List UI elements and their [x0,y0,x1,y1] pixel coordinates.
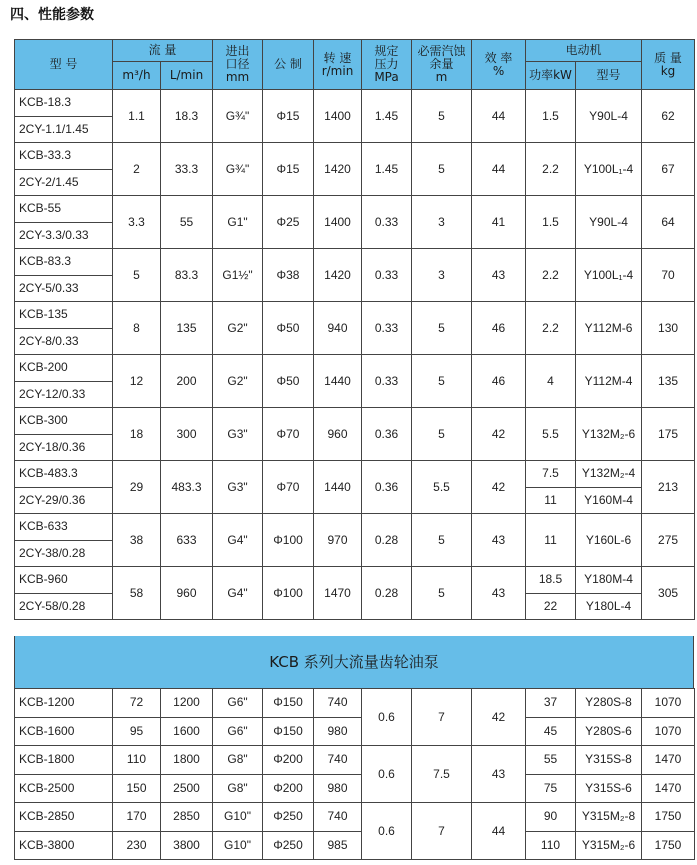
cell-n: 5.5 [412,461,472,514]
cell-q: 1.1 [113,90,161,143]
cell-motor-model: Y180M-4 [576,567,642,594]
cell-rpm: 1420 [314,249,362,302]
cell-dn: Φ150 [263,717,314,746]
large-pump-table [14,688,695,860]
cell-mass: 1070 [642,689,695,718]
header-nominal: 公 制 [263,40,314,90]
model-2cy: 2CY-8/0.33 [15,328,113,355]
cell-q: 5 [113,249,161,302]
cell-e: 41 [472,196,526,249]
cell-dn: Φ70 [263,461,314,514]
header-efficiency [472,40,526,90]
cell-dn: Φ25 [263,196,314,249]
cell-mass: 62 [642,90,695,143]
header-mass [642,40,695,90]
cell-rpm: 985 [314,831,362,860]
cell-n: 5 [412,514,472,567]
cell-e: 46 [472,302,526,355]
cell-p: 1.45 [362,90,412,143]
model-kcb: KCB-633 [15,514,113,541]
cell-q: 3.3 [113,196,161,249]
cell-q: 8 [113,302,161,355]
cell-port: G4" [213,567,263,620]
cell-port: G10" [213,803,263,832]
header-eff-label: 效 率 [484,50,513,65]
cell-q: 58 [113,567,161,620]
cell-rpm: 1440 [314,461,362,514]
header-port-label: 进出口径 [225,44,250,71]
cell-n: 5 [412,302,472,355]
cell-port: G8" [213,746,263,775]
cell-mass: 130 [642,302,695,355]
table-row [15,90,695,117]
table-row [15,143,695,170]
table-row [15,196,695,223]
cell-dn: Φ50 [263,302,314,355]
cell-mass: 1470 [642,746,695,775]
table-row [15,689,695,718]
cell-e: 43 [472,514,526,567]
header-mass-label: 质 量 [654,50,682,65]
model-kcb: KCB-300 [15,408,113,435]
table-row [15,717,695,746]
cell-mass: 1750 [642,831,695,860]
cell-e: 42 [472,408,526,461]
cell-dn: Φ70 [263,408,314,461]
header-flow: 流 量 [113,40,213,62]
cell-e: 42 [472,689,526,746]
cell-n: 3 [412,249,472,302]
cell-mass: 213 [642,461,695,514]
cell-motor-model: Y100L₁-4 [576,143,642,196]
cell-mass: 1750 [642,803,695,832]
cell-e: 44 [472,143,526,196]
header-pressure [362,40,412,90]
cell-q: 230 [113,831,161,860]
cell-mass: 67 [642,143,695,196]
cell-l: 633 [161,514,213,567]
header-speed-unit: r/min [321,63,354,78]
cell-q: 18 [113,408,161,461]
table-row [15,803,695,832]
cell-e: 46 [472,355,526,408]
cell-l: 1600 [161,717,213,746]
cell-n: 5 [412,143,472,196]
cell-l: 135 [161,302,213,355]
header-npsh [412,40,472,90]
cell-port: G2" [213,302,263,355]
cell-l: 1800 [161,746,213,775]
header-npsh-label: 必需汽蚀余量 [417,44,466,71]
cell-dn: Φ15 [263,90,314,143]
cell-motor-model: Y112M-6 [576,302,642,355]
cell-port: G¾" [213,90,263,143]
cell-power: 1.5 [526,90,576,143]
model-2cy: 2CY-29/0.36 [15,487,113,514]
cell-n: 5 [412,90,472,143]
table-row [15,567,695,594]
header-pressure-label: 规定压力 [374,44,399,71]
cell-q: 110 [113,746,161,775]
cell-mass: 175 [642,408,695,461]
cell-p: 0.6 [362,689,412,746]
cell-mass: 64 [642,196,695,249]
header-pressure-unit: MPa [374,70,399,84]
cell-mass: 305 [642,567,695,620]
model-kcb: KCB-33.3 [15,143,113,170]
cell-p: 1.45 [362,143,412,196]
table-row [15,774,695,803]
cell-q: 2 [113,143,161,196]
header-speed-label: 转 速 [323,50,352,65]
cell-motor-model: Y315S-8 [576,746,642,775]
cell-dn: Φ200 [263,746,314,775]
header-mass-unit: kg [660,63,676,78]
cell-mass: 135 [642,355,695,408]
cell-l: 483.3 [161,461,213,514]
cell-mass: 1470 [642,774,695,803]
cell-dn: Φ250 [263,831,314,860]
series-banner: KCB 系列大流量齿轮油泵 [14,636,694,688]
cell-power: 5.5 [526,408,576,461]
header-port-unit: mm [225,70,250,84]
table-row [15,302,695,329]
cell-p: 0.28 [362,567,412,620]
model-2cy: 2CY-1.1/1.45 [15,116,113,143]
model-2cy: 2CY-58/0.28 [15,593,113,620]
cell-dn: Φ15 [263,143,314,196]
cell-n: 5 [412,567,472,620]
cell-p: 0.6 [362,746,412,803]
cell-power: 18.5 [526,567,576,594]
cell-n: 3 [412,196,472,249]
cell-e: 43 [472,746,526,803]
header-npsh-unit: m [435,70,448,84]
cell-p: 0.36 [362,461,412,514]
cell-motor-model: Y315S-6 [576,774,642,803]
table-row [15,408,695,435]
header-motor-model: 型号 [576,62,642,90]
cell-rpm: 980 [314,774,362,803]
cell-dn: Φ50 [263,355,314,408]
cell-e: 43 [472,567,526,620]
header-power: 功率kW [526,62,576,90]
cell-mass: 1070 [642,717,695,746]
cell-port: G8" [213,774,263,803]
cell-p: 0.6 [362,803,412,860]
cell-n: 5 [412,408,472,461]
table-row [15,461,695,488]
cell-power: 2.2 [526,143,576,196]
cell-port: G6" [213,717,263,746]
cell-e: 44 [472,90,526,143]
header-motor: 电动机 [526,40,642,62]
cell-e: 44 [472,803,526,860]
cell-port: G1" [213,196,263,249]
cell-power: 11 [526,487,576,514]
cell-n: 7 [412,803,472,860]
table-row [15,514,695,541]
cell-motor-model: Y90L-4 [576,90,642,143]
cell-motor-model: Y315M₂-8 [576,803,642,832]
header-speed [314,40,362,90]
cell-power: 1.5 [526,196,576,249]
header-flow-lmin: L/min [161,62,213,90]
cell-port: G3" [213,408,263,461]
cell-dn: Φ200 [263,774,314,803]
cell-motor-model: Y132M₂-6 [576,408,642,461]
cell-port: G4" [213,514,263,567]
model-2cy: 2CY-3.3/0.33 [15,222,113,249]
model-kcb: KCB-3800 [15,831,113,860]
cell-q: 12 [113,355,161,408]
cell-rpm: 970 [314,514,362,567]
cell-motor-model: Y280S-8 [576,689,642,718]
cell-motor-model: Y315M₂-6 [576,831,642,860]
cell-dn: Φ250 [263,803,314,832]
cell-rpm: 1400 [314,90,362,143]
cell-l: 83.3 [161,249,213,302]
cell-q: 38 [113,514,161,567]
header-flow-m3h: m³/h [113,62,161,90]
model-kcb: KCB-83.3 [15,249,113,276]
header-model: 型 号 [15,40,113,90]
cell-power: 45 [526,717,576,746]
cell-port: G2" [213,355,263,408]
model-kcb: KCB-2850 [15,803,113,832]
cell-power: 37 [526,689,576,718]
model-kcb: KCB-960 [15,567,113,594]
model-kcb: KCB-135 [15,302,113,329]
cell-q: 95 [113,717,161,746]
table-row [15,746,695,775]
cell-motor-model: Y180L-4 [576,593,642,620]
cell-motor-model: Y100L₁-4 [576,249,642,302]
cell-l: 1200 [161,689,213,718]
model-kcb: KCB-1600 [15,717,113,746]
table-row [15,249,695,276]
cell-e: 43 [472,249,526,302]
cell-q: 72 [113,689,161,718]
cell-l: 2850 [161,803,213,832]
cell-mass: 70 [642,249,695,302]
cell-motor-model: Y280S-6 [576,717,642,746]
cell-p: 0.33 [362,196,412,249]
cell-rpm: 960 [314,408,362,461]
model-2cy: 2CY-12/0.33 [15,381,113,408]
cell-rpm: 1420 [314,143,362,196]
cell-power: 2.2 [526,302,576,355]
cell-power: 7.5 [526,461,576,488]
cell-n: 5 [412,355,472,408]
performance-table [14,39,695,620]
cell-motor-model: Y112M-4 [576,355,642,408]
cell-n: 7 [412,689,472,746]
model-2cy: 2CY-38/0.28 [15,540,113,567]
cell-motor-model: Y132M₂-4 [576,461,642,488]
cell-rpm: 740 [314,803,362,832]
cell-dn: Φ100 [263,514,314,567]
cell-rpm: 740 [314,689,362,718]
cell-l: 2500 [161,774,213,803]
model-kcb: KCB-483.3 [15,461,113,488]
cell-l: 55 [161,196,213,249]
cell-port: G10" [213,831,263,860]
cell-motor-model: Y160L-6 [576,514,642,567]
model-kcb: KCB-1200 [15,689,113,718]
cell-q: 150 [113,774,161,803]
model-2cy: 2CY-18/0.36 [15,434,113,461]
cell-rpm: 980 [314,717,362,746]
cell-dn: Φ38 [263,249,314,302]
cell-motor-model: Y160M-4 [576,487,642,514]
cell-p: 0.36 [362,408,412,461]
cell-n: 7.5 [412,746,472,803]
header-port [213,40,263,90]
cell-l: 960 [161,567,213,620]
cell-p: 0.33 [362,249,412,302]
header-eff-unit: % [492,63,505,78]
model-kcb: KCB-55 [15,196,113,223]
model-2cy: 2CY-2/1.45 [15,169,113,196]
table-row [15,355,695,382]
cell-power: 110 [526,831,576,860]
cell-l: 300 [161,408,213,461]
cell-power: 11 [526,514,576,567]
table-row [15,831,695,860]
cell-port: G¾" [213,143,263,196]
cell-power: 4 [526,355,576,408]
section-title: 四、性能参数 [10,7,94,23]
cell-e: 42 [472,461,526,514]
cell-power: 90 [526,803,576,832]
model-kcb: KCB-200 [15,355,113,382]
cell-l: 33.3 [161,143,213,196]
cell-power: 22 [526,593,576,620]
cell-motor-model: Y90L-4 [576,196,642,249]
model-2cy: 2CY-5/0.33 [15,275,113,302]
model-kcb: KCB-1800 [15,746,113,775]
cell-l: 3800 [161,831,213,860]
cell-rpm: 1440 [314,355,362,408]
cell-mass: 275 [642,514,695,567]
cell-p: 0.28 [362,514,412,567]
model-kcb: KCB-2500 [15,774,113,803]
cell-rpm: 1400 [314,196,362,249]
cell-port: G1½" [213,249,263,302]
cell-power: 55 [526,746,576,775]
cell-rpm: 740 [314,746,362,775]
cell-dn: Φ150 [263,689,314,718]
cell-power: 2.2 [526,249,576,302]
cell-port: G6" [213,689,263,718]
cell-q: 170 [113,803,161,832]
cell-l: 200 [161,355,213,408]
cell-q: 29 [113,461,161,514]
cell-p: 0.33 [362,355,412,408]
cell-rpm: 940 [314,302,362,355]
cell-l: 18.3 [161,90,213,143]
model-kcb: KCB-18.3 [15,90,113,117]
cell-p: 0.33 [362,302,412,355]
cell-port: G3" [213,461,263,514]
cell-rpm: 1470 [314,567,362,620]
cell-power: 75 [526,774,576,803]
cell-dn: Φ100 [263,567,314,620]
